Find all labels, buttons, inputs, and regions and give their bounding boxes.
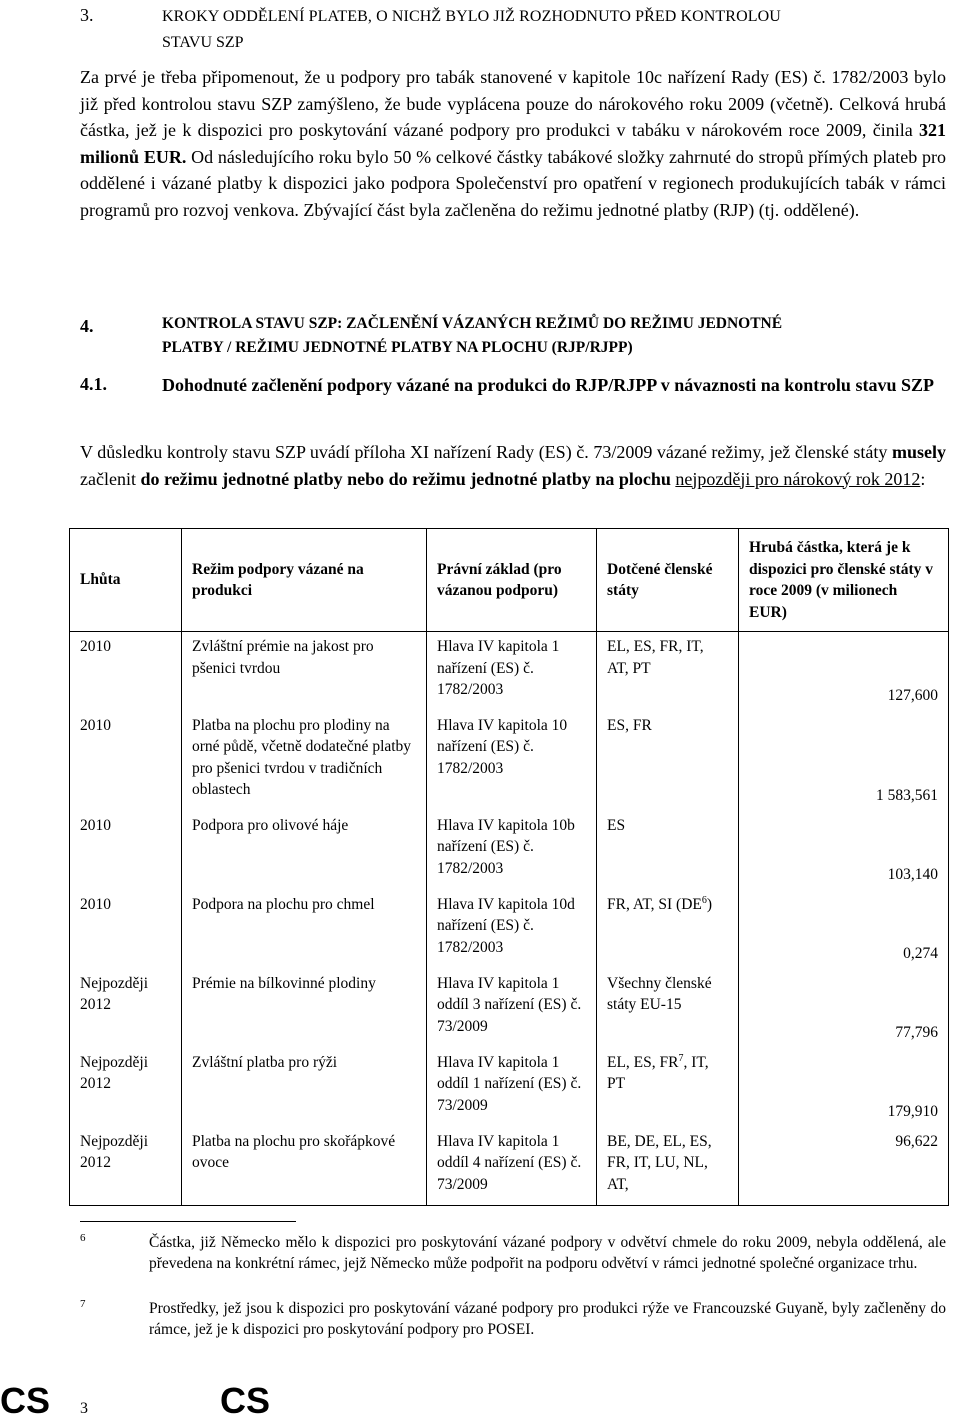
states-text: BE, DE, EL, ES, FR, IT, LU, NL, AT,	[607, 1132, 712, 1193]
cell-member-states	[597, 1127, 739, 1206]
states-text: EL, ES, FR	[607, 1053, 679, 1071]
table-row	[70, 711, 949, 811]
footer-language-right: CS	[220, 1380, 271, 1421]
section-4-1-text-1: V důsledku kontroly stavu SZP uvádí příloha XI nařízení Rady (ES) č. 73/2009 vázané režimy, jež členské státy	[80, 442, 892, 462]
cell-member-states	[597, 811, 739, 890]
cell-scheme: Platba na plochu pro plodiny na orné půdě, včetně dodatečné platby pro pšenici tvrdou v tradičních oblastech	[182, 711, 427, 811]
states-text: ES	[607, 816, 626, 834]
cell-scheme: Podpora pro olivové háje	[182, 811, 427, 890]
section-3-title-line1: KROKY ODDĚLENÍ PLATEB, O NICHŽ BYLO JIŽ ROZHODNUTO PŘED KONTROLOU	[162, 8, 781, 25]
section-3-number: 3.	[80, 5, 94, 25]
section-4-1-bold-1: musely	[892, 442, 946, 462]
cell-amount: 103,140	[739, 811, 949, 890]
cell-deadline: 2010	[80, 716, 111, 734]
cell-deadline: Nejpozději 2012	[80, 974, 149, 1013]
footnote-separator	[80, 1221, 296, 1222]
cell-legal-basis: Hlava IV kapitola 10d nařízení (ES) č. 1782/2003	[427, 890, 597, 969]
section-4-title-line2: PLATBY / REŽIMU JEDNOTNÉ PLATBY NA PLOCHU (RJP/RJPP)	[162, 339, 633, 356]
states-tail: )	[706, 895, 713, 913]
table-row	[70, 969, 949, 1048]
cell-legal-basis: Hlava IV kapitola 1 oddíl 3 nařízení (ES) č. 73/2009	[427, 969, 597, 1048]
cell-legal-basis: Hlava IV kapitola 10b nařízení (ES) č. 1782/2003	[427, 811, 597, 890]
cell-member-states	[597, 711, 739, 811]
table-header-deadline: Lhůta	[70, 529, 182, 632]
table-row	[70, 1048, 949, 1127]
table-header-scheme: Režim podpory vázané na produkci	[182, 529, 427, 632]
cell-deadline: Nejpozději 2012	[80, 1053, 149, 1092]
cell-legal-basis: Hlava IV kapitola 1 oddíl 1 nařízení (ES) č. 73/2009	[427, 1048, 597, 1127]
section-4-1-number: 4.1.	[80, 374, 107, 394]
footnote-ref-7[interactable]: 7	[678, 1052, 684, 1064]
footnote-ref-6[interactable]: 6	[701, 894, 707, 906]
section-4-1-paragraph	[80, 439, 946, 492]
cell-deadline: 2010	[80, 895, 111, 913]
table-row	[70, 811, 949, 890]
table-row	[70, 632, 949, 711]
cell-scheme: Podpora na plochu pro chmel	[182, 890, 427, 969]
cell-scheme: Zvláštní platba pro rýži	[182, 1048, 427, 1127]
coupled-regimes-table	[69, 528, 949, 1206]
footnote-6-text: Částka, již Německo mělo k dispozici pro poskytování vázané podpory v odvětví chmele do roku 2009, nebyla oddělená, ale převedena na konkrétní rámec, jejž Německo může podpořit na podporu odvětví v rámci jednotné společné organizace trhu.	[149, 1234, 946, 1272]
footnote-6-number: 6	[80, 1232, 86, 1244]
cell-scheme: Zvláštní prémie na jakost pro pšenici tvrdou	[182, 632, 427, 711]
footer-language-left: CS	[0, 1380, 51, 1421]
footnote-7-number: 7	[80, 1298, 86, 1310]
section-3-title-line2: STAVU SZP	[162, 34, 244, 51]
table-row	[70, 890, 949, 969]
footer-page-number: 3	[80, 1400, 88, 1417]
section-4-number: 4.	[80, 316, 94, 336]
states-text: Všechny členské státy EU-15	[607, 974, 712, 1013]
states-text: ES, FR	[607, 716, 652, 734]
cell-deadline: 2010	[80, 638, 111, 655]
cell-amount: 77,796	[739, 969, 949, 1048]
table-header-member-states: Dotčené členské státy	[597, 529, 739, 632]
section-3-text-a: Za prvé je třeba připomenout, že u podpory pro tabák stanovené v kapitole 10c nařízení Rady (ES) č. 1782/2003 bylo již před kontrolou stavu SZP zamýšleno, že bude vyplácena pouze do nárokového roku 2009 (včetně). Celková hrubá částka, jež je k dispozici pro poskytování vázané podpory pro produkci v tabáku v nárokovém roce 2009, činila	[80, 67, 946, 140]
table-header-amount: Hrubá částka, která je k dispozici pro členské státy v roce 2009 (v milionech EUR)	[739, 529, 949, 632]
section-4-1-title: Dohodnuté začlenění podpory vázané na produkci do RJP/RJPP v návaznosti na kontrolu stavu SZP	[162, 375, 934, 395]
states-text: FR, AT, SI (DE	[607, 895, 702, 913]
footnote-7-text: Prostředky, jež jsou k dispozici pro poskytování vázané podpory pro produkci rýže ve Francouzské Guyaně, byly začleněny do rámce, jež je k dispozici pro poskytování podpory pro POSEI.	[149, 1300, 946, 1338]
cell-deadline: 2010	[80, 816, 111, 834]
cell-member-states	[597, 969, 739, 1048]
cell-amount: 179,910	[739, 1048, 949, 1127]
section-3-paragraph	[80, 64, 946, 223]
states-text: EL, ES, FR, IT, AT, PT	[607, 638, 704, 677]
cell-member-states	[597, 1048, 739, 1127]
section-4-title	[162, 312, 952, 360]
cell-scheme: Platba na plochu pro skořápkové ovoce	[182, 1127, 427, 1206]
cell-legal-basis: Hlava IV kapitola 10 nařízení (ES) č. 1782/2003	[427, 711, 597, 811]
table-row	[70, 1127, 949, 1206]
table-header-legal-basis: Právní základ (pro vázanou podporu)	[427, 529, 597, 632]
states-tail: , IT, PT	[607, 1053, 709, 1092]
section-4-1-text-2: začlenit	[80, 468, 141, 489]
cell-amount: 1 583,561	[739, 711, 949, 811]
section-3-text-b: Od následujícího roku bylo 50 % celkové částky tabákové složky zahrnuté do stropů přímých plateb pro oddělené i vázané platby k dispozici jako podpora Společenství pro opatření v regionech produkujících tabák v rámci programů pro rozvoj venkova. Zbývající část byla začleněna do režimu jednotné platby (RJP) (tj. oddělené).	[80, 146, 946, 220]
section-3-bold-amount: 321 milionů EUR.	[80, 120, 946, 167]
section-4-1-bold-2: do režimu jednotné platby nebo do režimu jednotné platby na plochu	[140, 468, 671, 489]
cell-member-states	[597, 890, 739, 969]
cell-member-states	[597, 632, 739, 711]
cell-legal-basis: Hlava IV kapitola 1 nařízení (ES) č. 1782/2003	[427, 632, 597, 711]
cell-amount: 0,274	[739, 890, 949, 969]
cell-scheme: Prémie na bílkovinné plodiny	[182, 969, 427, 1048]
section-4-1-text-4: :	[920, 468, 926, 489]
section-4-1-underlined: nejpozději pro nárokový rok 2012	[675, 468, 921, 489]
cell-amount: 96,622	[739, 1127, 949, 1206]
cell-legal-basis: Hlava IV kapitola 1 oddíl 4 nařízení (ES) č. 73/2009	[427, 1127, 597, 1206]
section-4-title-line1: KONTROLA STAVU SZP: ZAČLENĚNÍ VÁZANÝCH REŽIMŮ DO REŽIMU JEDNOTNÉ	[162, 315, 783, 332]
section-3-title	[162, 4, 952, 56]
table-header-row	[70, 529, 949, 632]
cell-amount: 127,600	[739, 632, 949, 711]
cell-deadline: Nejpozději 2012	[80, 1132, 149, 1171]
